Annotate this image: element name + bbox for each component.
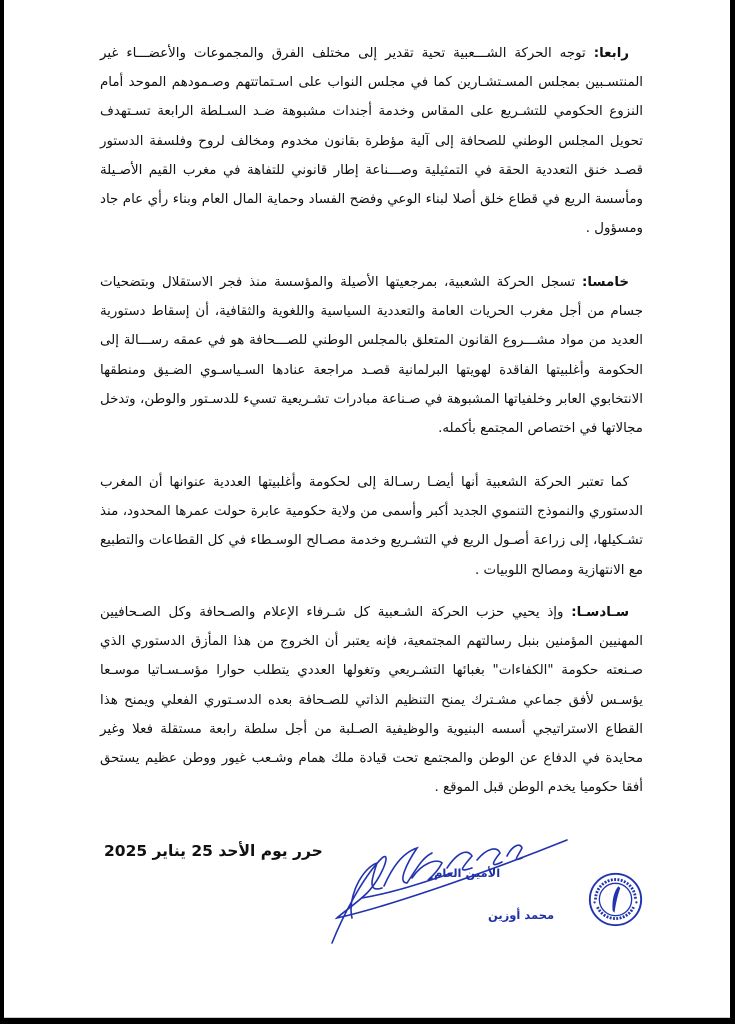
document-page xyxy=(4,0,730,1018)
paragraph-text: توجه الحركة الشـــعبية تحية تقدير إلى مختلف الفرق والمجموعات والأعضـــاء غير المنتسـبين بمجلس المسـتشـارين كما في مجلس النواب على اسـتماتتهم وصـمودهم الموحد أمام النزوع الحكومي للتشـريع على المقاس وخدمة أجندات مشبوهة ضـد السـلطة الرابعة تسـتهدف تحويل المجلس الوطني للصحافة إلى آلية مؤطرة بقانون مخدوم ومخالف لروح وفلسفة الدستور قصـد خنق التعددية الحقة في التمثيلية وصـــناعة إطار قانوني للتفاهة في مغرب القيم الأصـيلة ومأسسة الريع في قطاع خلق أصلا لبناء الوعي وفضح الفساد وحماية المال العام وبناء رأي عام جاد ومسؤول . xyxy=(100,46,643,237)
paragraph-fifth xyxy=(100,268,643,443)
paragraph-text: تسجل الحركة الشعبية، بمرجعيتها الأصيلة والمؤسسة منذ فجر الاستقلال وبتضحيات جسام من أجل مغرب الحريات العامة والتعددية السياسية واللغوية والثقافية، أن إسقاط دستورية العديد من مواد مشـــروع القانون المتعلق بالمجلس الوطني للصـــحافة هو في عمقه رســـالة إلى الحكومة وأغلبيتها الفاقدة لهويتها البرلمانية قصـد مراجعة عنادها السـياسـوي الضـيق ومنطقها الانتخابوي العابر وخلفياتها المشبوهة في صـناعة مبادرات تشـريعية تسيء للدسـتور والوطن، وتدخل مجالاتها في اختصاص المجتمع بأكمله. xyxy=(100,275,643,437)
paragraph-fourth xyxy=(100,39,643,243)
signatory-name: محمد أوزين xyxy=(488,908,555,922)
paragraph-text: كما تعتبر الحركة الشعبية أنها أيضـا رسـالة إلى لحكومة وأغلبيتها العددية عنوانها أن المغرب الدستوري والنموذج التنموي الجديد أكبر وأسمى من ولاية حكومية عابرة حولت عمرها المحدود، منذ تشـكيلها، إلى زراعة أصـول الريع في التشـريع وخدمة مصـالح الوسـطاء في كل القطاعات والتطبيع مع الانتهازية ومصالح اللوبيات . xyxy=(100,475,643,578)
paragraph-text: وإذ يحيي حزب الحركة الشـعبية كل شـرفاء الإعلام والصـحافة وكل الصـحافيين المهنيين المؤمنين بنبل رسالتهم المجتمعية، فإنه يعتبر أن الخروج من هذا المأزق الدستوري الذي صـنعته حكومة "الكفاءات" بغبائها التشـريعي وتغولها العددي يتطلب حوارا مؤسـسـاتيا موسـعا يؤسـس لأفق جماعي مشـترك يمنح التنظيم الذاتي للصـحافة بعده الدسـتوري الفعلي ويمنح هذا القطاع الاستراتيجي أسسه البنيوية والوظيفية الصـلبة من أجل سلطة رابعة مستقلة فعلا وغير محايدة في الدفاع عن الوطن والمجتمع تحت قيادة ملك همام وشـعب غيور ووطن عظيم يستحق أفقا حكوميا يخدم الوطن قبل الموقع . xyxy=(100,605,643,796)
paragraph-label: خامسا: xyxy=(582,275,629,290)
date-line: حرر يوم الأحد 25 يناير 2025 xyxy=(104,842,323,860)
signatory-title: الأمين العام xyxy=(434,866,501,880)
paragraph-continuation xyxy=(100,468,643,585)
paragraph-label: رابعا: xyxy=(593,46,629,61)
handwritten-signature-icon xyxy=(322,838,582,948)
official-stamp-icon xyxy=(587,871,644,928)
paragraph-sixth xyxy=(100,598,643,802)
paragraph-label: سـادسـا: xyxy=(571,605,629,620)
